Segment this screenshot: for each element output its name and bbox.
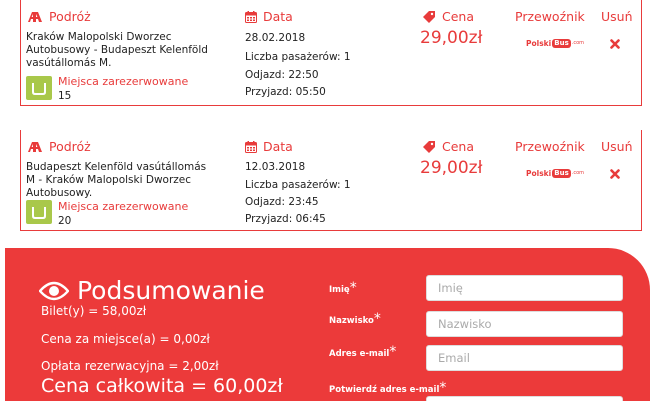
seat-badge — [26, 76, 52, 100]
bus-icon — [27, 11, 43, 23]
trip-departure: Odjazd: 23:45 — [245, 196, 319, 208]
carrier-logo-suffix: .com — [571, 170, 585, 176]
price-column-label: Cena — [442, 9, 475, 24]
remove-column-header — [601, 9, 633, 24]
carrier-column-label: Przewoźnik — [515, 139, 585, 154]
trip-column-label: Podróż — [49, 139, 91, 154]
carrier-logo-suffix: .com — [571, 40, 585, 46]
confirm-email-label-text: Potwierdź adres e-mail — [329, 385, 440, 395]
trip-row — [20, 130, 642, 231]
required-mark: * — [389, 344, 397, 360]
trip-date: 28.02.2018 — [245, 32, 306, 44]
trip-price: 29,00zł — [420, 28, 483, 48]
trip-route: Kraków Malopolski Dworzec Autobusowy - Budapeszt Kelenföld vasútállomás M. — [26, 31, 208, 69]
price-column-header — [423, 9, 474, 24]
summary-title — [39, 276, 265, 305]
remove-column-label: Usuń — [601, 9, 633, 24]
trip-passengers: Liczba pasażerów: 1 — [245, 179, 351, 191]
carrier-column-header — [515, 139, 585, 154]
seats-reserved-label: Miejsca zarezerwowane — [58, 75, 189, 88]
trip-arrival: Przyjazd: 05:50 — [245, 86, 326, 98]
carrier-logo-bus: Bus — [554, 38, 569, 47]
seats-reserved-label: Miejsca zarezerwowane — [58, 200, 189, 213]
close-icon — [610, 169, 620, 179]
carrier-logo-bus: Bus — [554, 168, 569, 177]
price-column-label: Cena — [442, 139, 475, 154]
required-mark: * — [349, 280, 357, 296]
date-column-label: Data — [263, 9, 293, 24]
email-label-text: Adres e-mail — [329, 349, 390, 359]
carrier-logo-text: Polski — [526, 168, 552, 178]
calendar-icon — [245, 11, 257, 23]
date-column-label: Data — [263, 139, 293, 154]
seat-badge — [26, 200, 52, 224]
last-name-label — [329, 311, 381, 332]
summary-total: Cena całkowita = 60,00zł — [41, 375, 283, 397]
seat-icon — [31, 81, 47, 95]
trip-price: 29,00zł — [420, 158, 483, 178]
trip-column-label: Podróż — [49, 9, 91, 24]
tag-icon — [423, 141, 436, 153]
trip-column-header — [27, 9, 91, 24]
trip-row — [20, 0, 642, 106]
email-label — [329, 344, 397, 365]
remove-column-label: Usuń — [601, 139, 633, 154]
seats-reserved-count: 20 — [58, 215, 72, 227]
calendar-icon — [245, 141, 257, 153]
carrier-logo-text: Polski — [526, 38, 552, 48]
summary-panel — [5, 248, 650, 401]
price-column-header — [423, 139, 474, 154]
trip-column-header — [27, 139, 91, 154]
summary-title-text: Podsumowanie — [77, 276, 265, 305]
summary-seat-price: Cena za miejsce(a) = 0,00zł — [41, 332, 210, 346]
summary-booking-fee: Opłata rezerwacyjna = 2,00zł — [41, 359, 219, 373]
trip-date: 12.03.2018 — [245, 161, 306, 173]
seats-reserved-count: 15 — [58, 90, 72, 102]
first-name-label-text: Imię — [329, 285, 350, 295]
remove-trip-button[interactable] — [610, 34, 620, 53]
trip-passengers: Liczba pasażerów: 1 — [245, 51, 351, 63]
tag-icon — [423, 11, 436, 23]
eye-icon — [39, 281, 69, 301]
first-name-label — [329, 280, 357, 301]
required-mark: * — [373, 311, 381, 327]
trip-arrival: Przyjazd: 06:45 — [245, 213, 326, 225]
trip-route: Budapeszt Kelenföld vasútállomás M - Kraków Malopolski Dworzec Autobusowy. — [26, 161, 207, 199]
date-column-header — [245, 139, 293, 154]
last-name-input[interactable] — [426, 311, 623, 337]
last-name-label-text: Nazwisko — [329, 316, 374, 326]
required-mark: * — [439, 380, 447, 396]
carrier-logo — [526, 168, 585, 178]
first-name-input[interactable] — [426, 275, 623, 301]
carrier-column-label: Przewoźnik — [515, 9, 585, 24]
close-icon — [610, 39, 620, 49]
seat-icon — [31, 205, 47, 219]
date-column-header — [245, 9, 293, 24]
bus-icon — [27, 141, 43, 153]
email-input[interactable] — [426, 345, 623, 371]
carrier-column-header — [515, 9, 585, 24]
summary-tickets: Bilet(y) = 58,00zł — [41, 304, 147, 318]
carrier-logo — [526, 38, 585, 48]
trip-departure: Odjazd: 22:50 — [245, 69, 319, 81]
confirm-email-input[interactable] — [426, 396, 623, 401]
remove-column-header — [601, 139, 633, 154]
remove-trip-button[interactable] — [610, 164, 620, 183]
